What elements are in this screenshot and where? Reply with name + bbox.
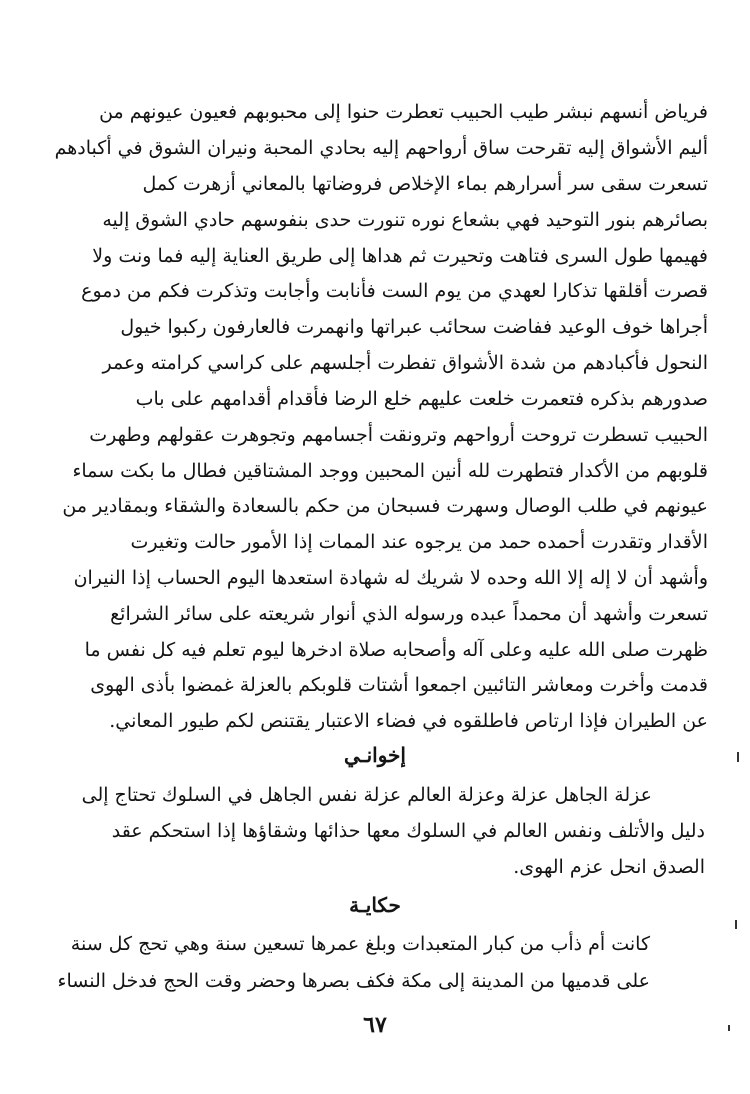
- text-line: عزلة الجاهل عزلة وعزلة العالم عزلة نفس الجاهل في السلوك تحتاج إلى: [81, 784, 652, 806]
- text-line: دليل والأتلف ونفس العالم في السلوك معها حذائها وشقاؤها إذا استحكم عقد: [111, 820, 705, 842]
- text-line: أليم الأشواق إليه تقرحت ساق أرواحهم إليه بحادي المحبة ونيران الشوق في أكبادهم: [54, 137, 708, 159]
- text-line: على قدميها من المدينة إلى مكة فكف بصرها وحضر وقت الحج فدخل النساء: [57, 970, 650, 992]
- text-line: قصرت أقلقها تذكارا لعهدي من يوم الست فأنابت وأجابت وتذكرت فكم من دموع: [81, 280, 708, 302]
- text-line: بصائرهم بنور التوحيد فهي بشعاع نوره تنورت حدى بنفوسهم حادي الشوق إليه: [102, 209, 708, 231]
- text-line: تسعرت وأشهد أن محمداً عبده ورسوله الذي أنوار شريعته على سائر الشرائع: [110, 603, 708, 625]
- text-line: قلوبهم من الأكدار فتطهرت لله أنين المحبين ووجد المشتاقين فطال ما بكت سماء: [72, 460, 708, 482]
- text-line: أجراها خوف الوعيد ففاضت سحائب عبراتها وانهمرت فالعارفون ركبوا خيول: [120, 316, 708, 338]
- text-line: فرياض أنسهم نبشر طيب الحبيب تعطرت حنوا إلى محبوبهم فعيون عيونهم من: [99, 101, 708, 123]
- section-heading: إخوانـي: [344, 743, 406, 767]
- text-line: وأشهد أن لا إله إلا الله وحده لا شريك له شهادة استعدها اليوم الحساب إذا النيران: [73, 567, 708, 589]
- margin-mark: [735, 920, 737, 929]
- margin-mark: [728, 1025, 730, 1031]
- text-line: الصدق انحل عزم الهوى.: [513, 856, 705, 878]
- text-line: النحول فأكبادهم من شدة الأشواق تفطرت أجلسهم على كراسي كرامته وعمر: [102, 352, 708, 374]
- text-line: تسعرت سقى سر أسرارهم بماء الإخلاص فروضاتها بالمعاني أزهرت كمل: [142, 173, 708, 195]
- section-heading: حكايـة: [349, 893, 401, 917]
- margin-mark: [737, 752, 739, 762]
- text-line: الأقدار وتقدرت أحمده حمد من يرجوه عند الممات إذا الأمور حالت وتغيرت: [130, 531, 708, 553]
- text-line: ظهرت صلى الله عليه وعلى آله وأصحابه صلاة ادخرها ليوم تعلم فيه كل نفس ما: [84, 639, 708, 661]
- text-line: الحبيب تسطرت تروحت أرواحهم وترونقت أجسامهم وتجوهرت عقولهم وطهرت: [89, 424, 708, 446]
- text-line: صدورهم بذكره فتعمرت خلعت عليهم خلع الرضا فأقدام أقدامهم على باب: [135, 388, 708, 410]
- page-number: ٦٧: [363, 1012, 387, 1038]
- text-line: عن الطيران فإذا ارتاص فاطلقوه في فضاء الاعتبار يقتنص لكم طيور المعاني.: [109, 710, 708, 732]
- text-line: قدمت وأخرت ومعاشر التائبين اجمعوا أشتات قلوبكم بالعزلة غمضوا بأذى الهوى: [90, 674, 708, 696]
- text-line: عيونهم في طلب الوصال وسهرت فسبحان من حكم بالسعادة والشقاء وبمقادير من: [62, 495, 708, 517]
- text-line: فهيمها طول السرى فتاهت وتحيرت ثم هداها إلى طريق العناية إليه فما ونت ولا: [92, 245, 708, 267]
- text-line: كانت أم ذأب من كبار المتعبدات وبلغ عمرها تسعين سنة وهي تحج كل سنة: [70, 933, 650, 955]
